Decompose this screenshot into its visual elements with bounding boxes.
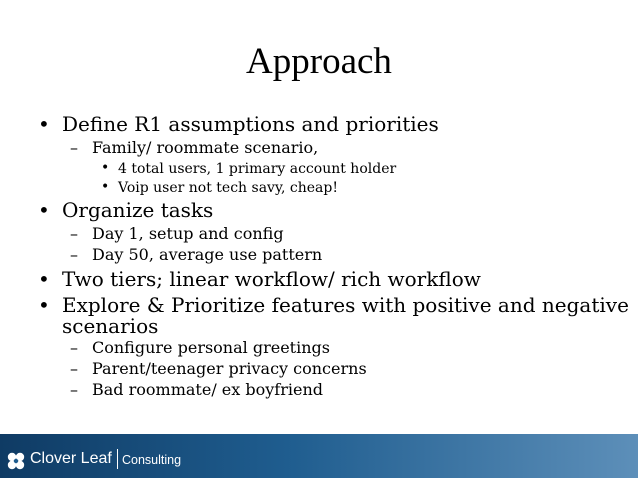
bullet-text: Organize tasks [62,198,214,222]
bullet-marker: • [38,267,50,291]
bullet-text: 4 total users, 1 primary account holder [118,161,397,177]
bullet-text: Family/ roommate scenario, [92,138,319,157]
bullet-marker: • [38,198,50,222]
footer-divider [117,449,118,469]
bullet-text: Explore & Prioritize features with positive and negative [62,293,629,317]
bullet-text: Voip user not tech savy, cheap! [118,180,338,196]
bullet-marker: – [70,245,78,264]
bullet-marker: – [70,138,78,157]
bullet-text: Day 1, setup and config [92,224,284,243]
bullet-marker: – [70,224,78,243]
footer-brand: Clover Leaf [30,450,112,467]
bullet-marker: • [38,293,50,317]
slide-title: Approach [246,41,392,82]
bullet-marker: • [101,160,110,176]
bullet-text: Parent/teenager privacy concerns [92,359,367,378]
bullet-marker: – [70,338,78,357]
bullet-marker: – [70,359,78,378]
footer-bar [0,434,638,478]
bullet-marker: – [70,380,78,399]
bullet-marker: • [38,112,50,136]
bullet-text: scenarios [62,314,159,338]
bullet-text: Two tiers; linear workflow/ rich workflow [62,267,481,291]
bullet-text: Define R1 assumptions and priorities [62,112,439,136]
clover-leaf-icon [6,451,26,471]
bullet-text: Day 50, average use pattern [92,245,323,264]
bullet-text: Bad roommate/ ex boyfriend [92,380,323,399]
bullet-marker: • [101,179,110,195]
footer-subbrand: Consulting [122,453,182,467]
bullet-text: Configure personal greetings [92,338,330,357]
